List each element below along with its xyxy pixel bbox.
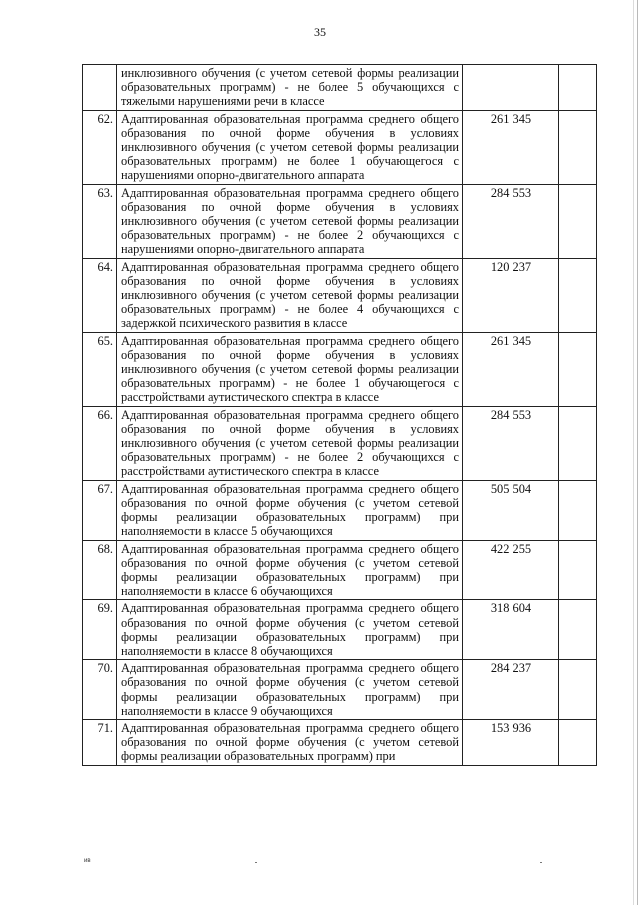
row-number: 66.	[83, 406, 117, 480]
row-empty-cell	[559, 258, 597, 332]
page-number: 35	[314, 25, 326, 39]
row-empty-cell	[559, 480, 597, 540]
row-empty-cell	[559, 660, 597, 720]
table-row	[83, 719, 597, 765]
row-description: Адаптированная образовательная программа среднего общего образования по очной форме обучения в условиях инклюзивного обучения (с учетом сетевой формы реализации образовательных программ) - не более 1 обучающегося с расстройствами аутистического спектра в классе	[117, 332, 463, 406]
row-number: 63.	[83, 184, 117, 258]
row-number: 64.	[83, 258, 117, 332]
row-value: 153 936	[463, 719, 559, 765]
row-value: 505 504	[463, 480, 559, 540]
row-value: 318 604	[463, 600, 559, 660]
row-value: 120 237	[463, 258, 559, 332]
table-row	[83, 480, 597, 540]
row-value	[463, 65, 559, 111]
row-empty-cell	[559, 719, 597, 765]
row-number: 69.	[83, 600, 117, 660]
table-row	[83, 540, 597, 600]
row-empty-cell	[559, 540, 597, 600]
row-description: Адаптированная образовательная программа среднего общего образования по очной форме обучения (с учетом сетевой формы реализации образовательных программ) при наполняемости в классе 8 обучающихся	[117, 600, 463, 660]
row-value: 261 345	[463, 332, 559, 406]
row-number: 67.	[83, 480, 117, 540]
row-value: 284 237	[463, 660, 559, 720]
table-body	[83, 65, 597, 766]
row-value: 284 553	[463, 406, 559, 480]
row-empty-cell	[559, 110, 597, 184]
table-row	[83, 110, 597, 184]
row-description: Адаптированная образовательная программа среднего общего образования по очной форме обучения в условиях инклюзивного обучения (с учетом сетевой формы реализации образовательных программ) не более 1 обучающегося с нарушениями опорно-двигательного аппарата	[117, 110, 463, 184]
row-description: Адаптированная образовательная программа среднего общего образования по очной форме обучения (с учетом сетевой формы реализации образовательных программ) при наполняемости в классе 6 обучающихся	[117, 540, 463, 600]
row-description: Адаптированная образовательная программа среднего общего образования по очной форме обучения (с учетом сетевой формы реализации образовательных программ) при наполняемости в классе 5 обучающихся	[117, 480, 463, 540]
row-description: инклюзивного обучения (с учетом сетевой формы реализации образовательных программ) - не более 5 обучающихся с тяжелыми нарушениями речи в классе	[117, 65, 463, 111]
table-row	[83, 332, 597, 406]
scan-speck	[255, 862, 257, 863]
row-description: Адаптированная образовательная программа среднего общего образования по очной форме обучения в условиях инклюзивного обучения (с учетом сетевой формы реализации образовательных программ) - не более 2 обучающихся с расстройствами аутистического спектра в классе	[117, 406, 463, 480]
cost-table	[82, 64, 597, 766]
row-value: 261 345	[463, 110, 559, 184]
table-row	[83, 406, 597, 480]
row-description: Адаптированная образовательная программа среднего общего образования по очной форме обучения в условиях инклюзивного обучения (с учетом сетевой формы реализации образовательных программ) - не более 4 обучающихся с задержкой психического развития в классе	[117, 258, 463, 332]
footer-mark: ив	[84, 858, 91, 864]
row-number: 71.	[83, 719, 117, 765]
row-empty-cell	[559, 184, 597, 258]
page-edge-line	[633, 0, 634, 905]
page-edge-line	[637, 0, 638, 905]
scan-speck	[540, 862, 542, 863]
row-number: 65.	[83, 332, 117, 406]
row-empty-cell	[559, 65, 597, 111]
row-description: Адаптированная образовательная программа среднего общего образования по очной форме обучения (с учетом сетевой формы реализации образовательных программ) при наполняемости в классе 9 обучающихся	[117, 660, 463, 720]
row-number: 68.	[83, 540, 117, 600]
table-row	[83, 65, 597, 111]
row-empty-cell	[559, 332, 597, 406]
row-empty-cell	[559, 406, 597, 480]
table-row	[83, 660, 597, 720]
row-description: Адаптированная образовательная программа среднего общего образования по очной форме обучения (с учетом сетевой формы реализации образовательных программ) при	[117, 719, 463, 765]
row-number: 70.	[83, 660, 117, 720]
row-number: 62.	[83, 110, 117, 184]
table-row	[83, 600, 597, 660]
row-value: 422 255	[463, 540, 559, 600]
table-row	[83, 258, 597, 332]
row-value: 284 553	[463, 184, 559, 258]
row-number	[83, 65, 117, 111]
table-row	[83, 184, 597, 258]
row-empty-cell	[559, 600, 597, 660]
row-description: Адаптированная образовательная программа среднего общего образования по очной форме обучения в условиях инклюзивного обучения (с учетом сетевой формы реализации образовательных программ) - не более 2 обучающихся с нарушениями опорно-двигательного аппарата	[117, 184, 463, 258]
